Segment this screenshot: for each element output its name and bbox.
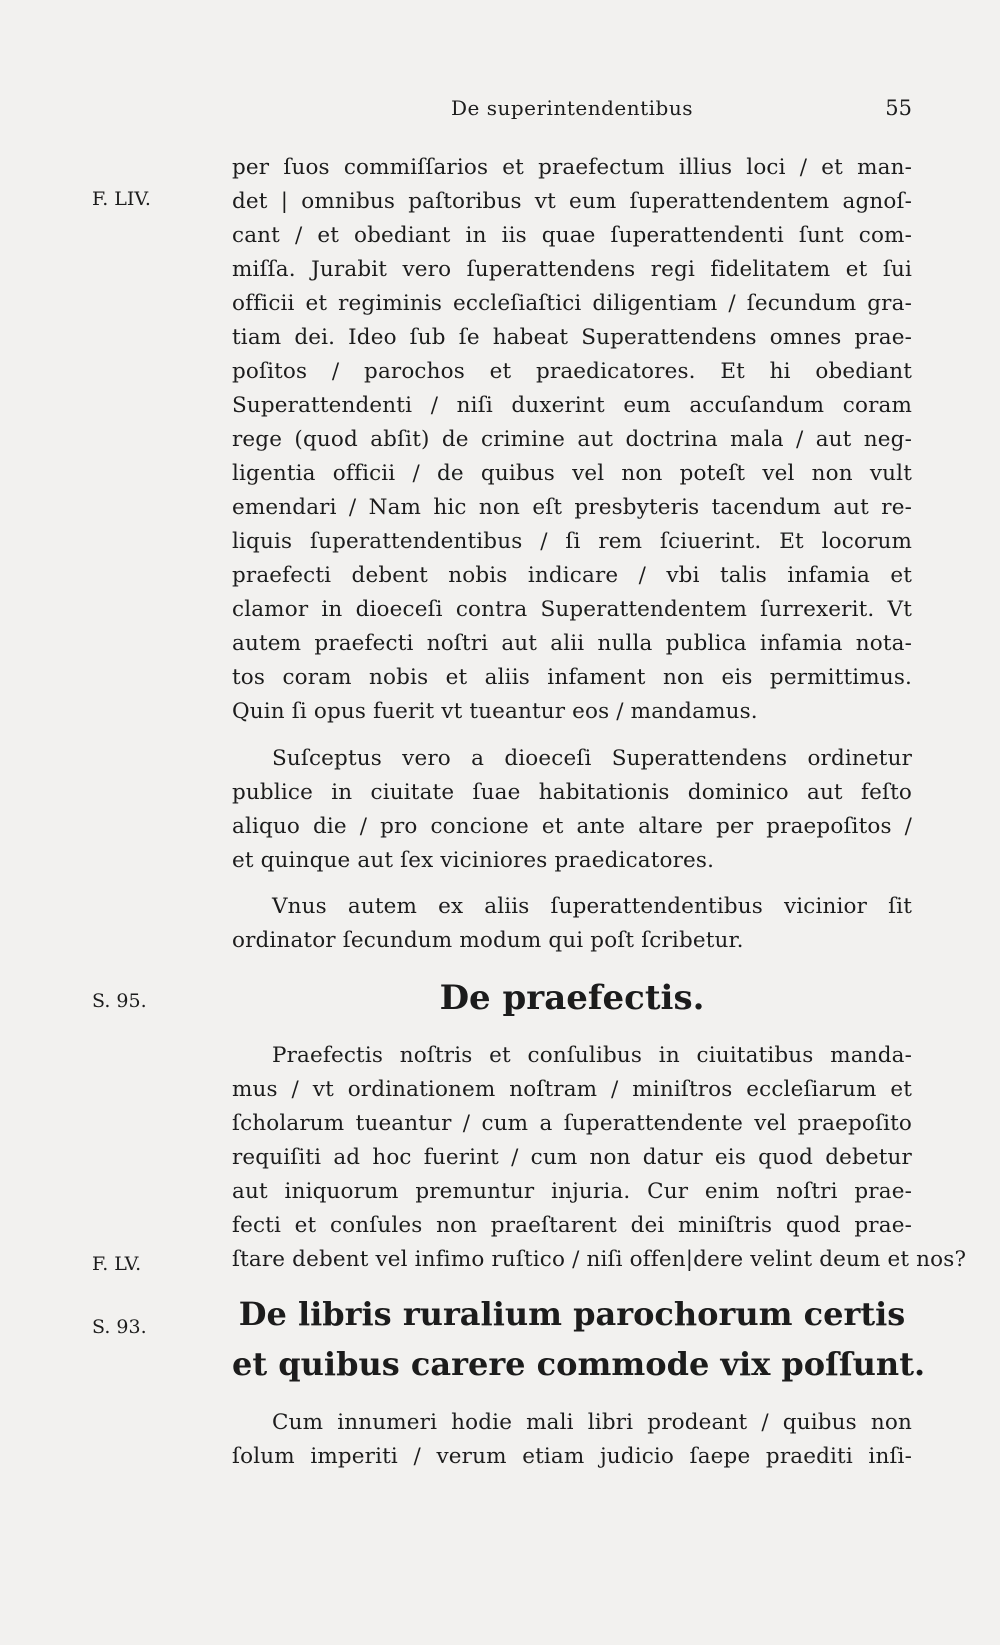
text-line: det | omnibus paſtoribus vt eum ſuperattendentem agnoſ- xyxy=(232,189,912,214)
text-line: mus / vt ordinationem noſtram / miniſtros eccleſiarum et xyxy=(232,1077,912,1102)
text-line: et quinque aut ſex viciniores praedicatores. xyxy=(232,848,715,873)
section-heading: et quibus carere commode vix poſſunt. xyxy=(232,1345,926,1383)
text-line: poſitos / parochos et praedicatores. Et hi obediant xyxy=(232,359,912,384)
text-line: publice in ciuitate ſuae habitationis dominico aut feſto xyxy=(232,780,912,805)
text-line: Superattendenti / niſi duxerint eum accuſandum coram xyxy=(232,393,912,418)
margin-note: S. 93. xyxy=(92,1316,147,1338)
text-line: miſſa. Jurabit vero ſuperattendens regi fidelitatem et ſui xyxy=(232,257,912,282)
text-line: ſolum imperiti / verum etiam judicio ſaepe praediti inſi- xyxy=(232,1444,912,1469)
text-line: ordinator ſecundum modum qui poſt ſcribetur. xyxy=(232,928,744,953)
text-line: aliquo die / pro concione et ante altare per praepoſitos / xyxy=(232,814,912,839)
margin-note: F. LIV. xyxy=(92,188,151,210)
text-line: Suſceptus vero a dioeceſi Superattendens ordinetur xyxy=(272,746,912,771)
text-line: per ſuos commiſſarios et praefectum illius loci / et man- xyxy=(232,155,912,180)
text-line: officii et regiminis eccleſiaſtici diligentiam / ſecundum gra- xyxy=(232,291,912,316)
section-heading: De libris ruralium parochorum certis xyxy=(238,1295,906,1333)
text-line: tiam dei. Ideo ſub ſe habeat Superattendens omnes prae- xyxy=(232,325,912,350)
text-line: requiſiti ad hoc fuerint / cum non datur eis quod debetur xyxy=(232,1145,912,1170)
text-line: emendari / Nam hic non eſt presbyteris tacendum aut re- xyxy=(232,495,912,520)
text-line: autem praefecti noſtri aut alii nulla publica infamia nota- xyxy=(232,631,912,656)
text-line: cant / et obediant in iis quae ſuperattendenti ſunt com- xyxy=(232,223,912,248)
section-heading: De praefectis. xyxy=(439,978,705,1018)
text-line: tos coram nobis et aliis infament non eis permittimus. xyxy=(232,665,912,690)
page-number: 55 xyxy=(885,96,912,120)
text-line: ſcholarum tueantur / cum a ſuperattendente vel praepoſito xyxy=(232,1111,912,1136)
text-line: ligentia officii / de quibus vel non poteſt vel non vult xyxy=(232,461,912,486)
margin-note: S. 95. xyxy=(92,990,147,1012)
text-line: aut iniquorum premuntur injuria. Cur enim noſtri prae- xyxy=(232,1179,912,1204)
text-line: rege (quod abſit) de crimine aut doctrina mala / aut neg- xyxy=(232,427,912,452)
text-line: clamor in dioeceſi contra Superattendentem ſurrexerit. Vt xyxy=(232,597,912,622)
text-line: Quin ſi opus fuerit vt tueantur eos / mandamus. xyxy=(232,699,758,724)
page-header xyxy=(232,96,912,126)
text-line: fecti et conſules non praeſtarent dei miniſtris quod prae- xyxy=(232,1213,912,1238)
margin-note: F. LV. xyxy=(92,1253,142,1275)
text-line: ſtare debent vel infimo ruſtico / niſi offen|dere velint deum et nos? xyxy=(232,1247,967,1272)
text-line: Vnus autem ex aliis ſuperattendentibus vicinior ſit xyxy=(272,894,912,919)
text-line: praefecti debent nobis indicare / vbi talis infamia et xyxy=(232,563,912,588)
text-line: Cum innumeri hodie mali libri prodeant / quibus non xyxy=(272,1410,912,1435)
text-line: Praefectis noſtris et conſulibus in ciuitatibus manda- xyxy=(272,1043,912,1068)
text-line: liquis ſuperattendentibus / ſi rem ſciuerint. Et locorum xyxy=(232,529,912,554)
running-head: De superintendentibus xyxy=(450,96,693,120)
